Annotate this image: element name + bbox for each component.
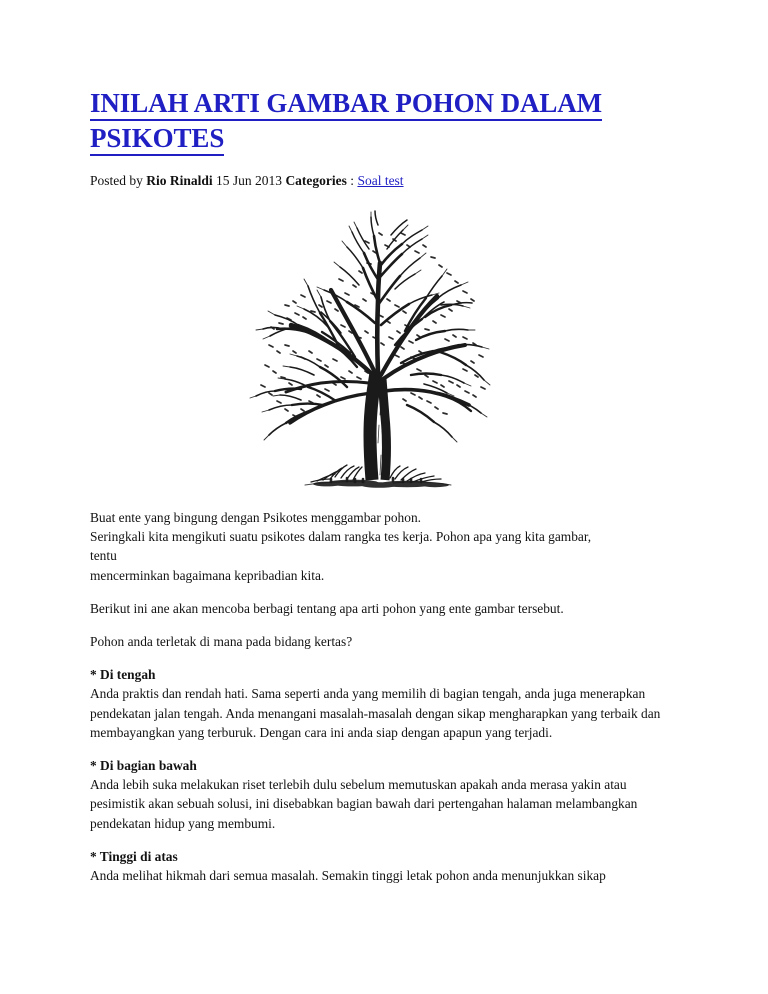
byline-separator: : [350,173,355,188]
page-title-line-2-text: PSIKOTES [90,123,224,156]
paragraph-berikut: Berikut ini ane akan mencoba berbagi tentang apa arti pohon yang ente gambar tersebut. [90,600,564,616]
intro-line-3: tentu [90,548,117,564]
tree-illustration [235,205,525,490]
article-body [90,508,670,899]
byline-author: Rio Rinaldi [146,173,213,188]
page-title-line-1 [90,86,680,121]
section-di-bagian-bawah [90,756,670,833]
document-content [90,0,680,884]
section-text-di-bagian-bawah: Anda lebih suka melakukan riset terlebih dulu sebelum memutuskan apakah anda merasa yakin atau pesimistik akan sebuah solusi, ini disebabkan bagian bawah dari pertengahan halaman melambangkan pendekatan hidup yang membumi. [90,777,638,831]
intro-line-2: Seringkali kita mengikuti suatu psikotes dalam rangka tes kerja. Pohon apa yang kita gambar, [90,529,592,545]
page-title [90,0,680,156]
intro-line-4: mencerminkan bagaimana kepribadian kita. [90,567,325,583]
paragraph-intro [90,508,670,585]
tree-drawing-svg [235,205,525,490]
section-di-tengah [90,665,670,742]
byline-date: 15 Jun 2013 [216,173,283,188]
section-heading-di-tengah: * Di tengah [90,667,156,683]
paragraph-question: Pohon anda terletak di mana pada bidang kertas? [90,634,353,650]
byline [90,156,680,189]
section-text-di-tengah: Anda praktis dan rendah hati. Sama seperti anda yang memilih di bagian tengah, anda juga menerapkan pendekatan jalan tengah. Anda menangani masalah-masalah dengan sikap mengharapkan yang terbaik dan membayangkan yang terburuk. Dengan cara ini anda siap dengan apapun yang terjadi. [90,686,661,740]
section-tinggi-di-atas [90,847,670,885]
byline-posted-by-label: Posted by [90,173,143,188]
section-heading-di-bagian-bawah: * Di bagian bawah [90,758,197,774]
page-title-line-2 [90,121,680,156]
section-heading-tinggi-di-atas: * Tinggi di atas [90,848,178,864]
page-title-line-1-text: INILAH ARTI GAMBAR POHON DALAM [90,88,602,121]
byline-categories-label: Categories [285,173,347,188]
section-text-tinggi-di-atas: Anda melihat hikmah dari semua masalah. Semakin tinggi letak pohon anda menunjukkan sikap [90,868,606,884]
intro-line-1: Buat ente yang bingung dengan Psikotes menggambar pohon. [90,510,421,525]
category-link-soal-test[interactable]: Soal test [357,173,404,188]
